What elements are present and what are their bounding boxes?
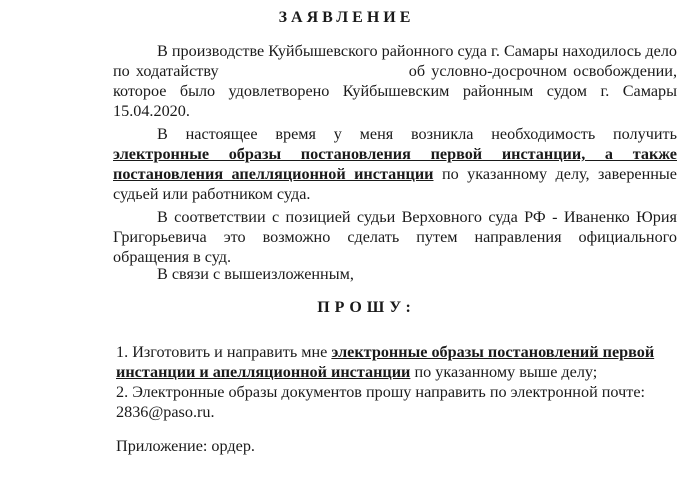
request-item-1-start: 1. Изготовить и направить мне (116, 343, 328, 361)
paragraph-request-need-bold: электронные образы постановления первой инстанции, а также постановления апелляционной инстанции (113, 145, 677, 183)
document-title: ЗАЯВЛЕНИЕ (278, 9, 415, 26)
request-item-1-end: по указанному выше делу; (414, 363, 598, 381)
paragraph-case-info-start: В производстве Куйбышевского районного суда г. Самары находилось дело по ходатайству (113, 42, 677, 80)
attachment-line: Приложение: ордер. (116, 437, 255, 455)
paragraph-request-need (113, 124, 677, 204)
request-heading: ПРОШУ: (317, 299, 416, 316)
paragraph-case-info (113, 41, 677, 121)
paragraph-case-info-end: об условно-досрочном освобождении, которое было удовлетворено Куйбышевским районным судом г. Самары 15.04.2020. (113, 62, 677, 120)
request-item-1 (116, 342, 680, 382)
request-item-2: 2. Электронные образы документов прошу направить по электронной почте: 2836@paso.ru. (116, 383, 646, 421)
paragraph-conclusion: В связи с вышеизложенным, (157, 265, 354, 283)
paragraph-request-need-start: В настоящее время у меня возникла необходимость получить (157, 125, 677, 143)
redacted-name (225, 64, 403, 78)
paragraph-supreme-court: В соответствии с позицией судьи Верховного суда РФ - Иваненко Юрия Григорьевича это возможно сделать путем направления официального обращения в суд. (113, 208, 677, 266)
paragraph-request-need-end: по указанному делу, заверенные судьей или работником суда. (113, 165, 677, 203)
request-item-1-bold: электронные образы постановлений первой инстанции и апелляционной инстанции (116, 343, 655, 381)
